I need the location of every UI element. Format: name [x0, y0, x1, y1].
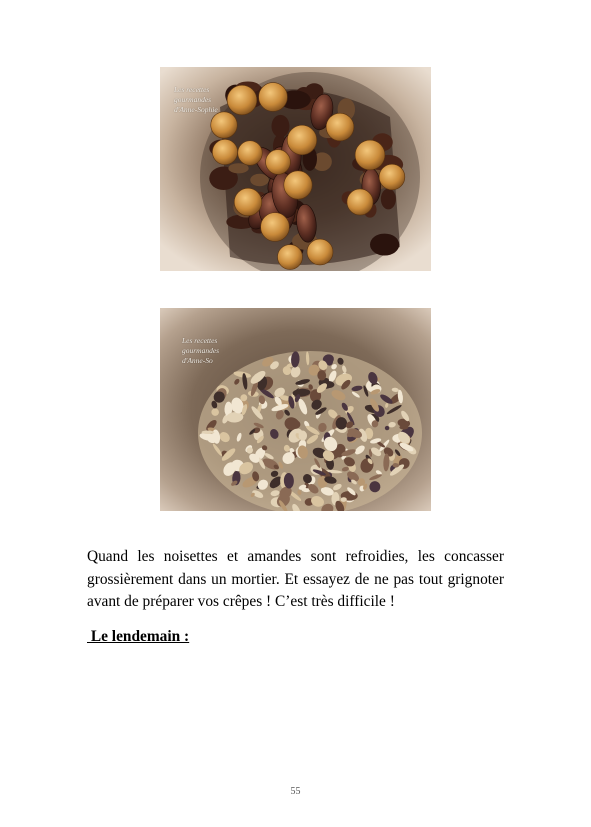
page-number: 55	[290, 786, 301, 797]
section-heading: Le lendemain :	[87, 628, 190, 645]
photo-watermark: Les recettes gourmandes d'Anne-So	[182, 336, 220, 365]
photo-watermark: Les recettes gourmandes d'Anne-Sophie	[174, 85, 218, 114]
photo-whole-nuts	[160, 67, 431, 271]
photo-crushed-nuts	[160, 308, 431, 511]
body-paragraph: Quand les noisettes et amandes sont refroidies, les concasser grossièrement dans un mortier. Et essayez de ne pas tout grignoter avant de préparer vos crêpes ! C’est très difficile !	[87, 548, 504, 610]
